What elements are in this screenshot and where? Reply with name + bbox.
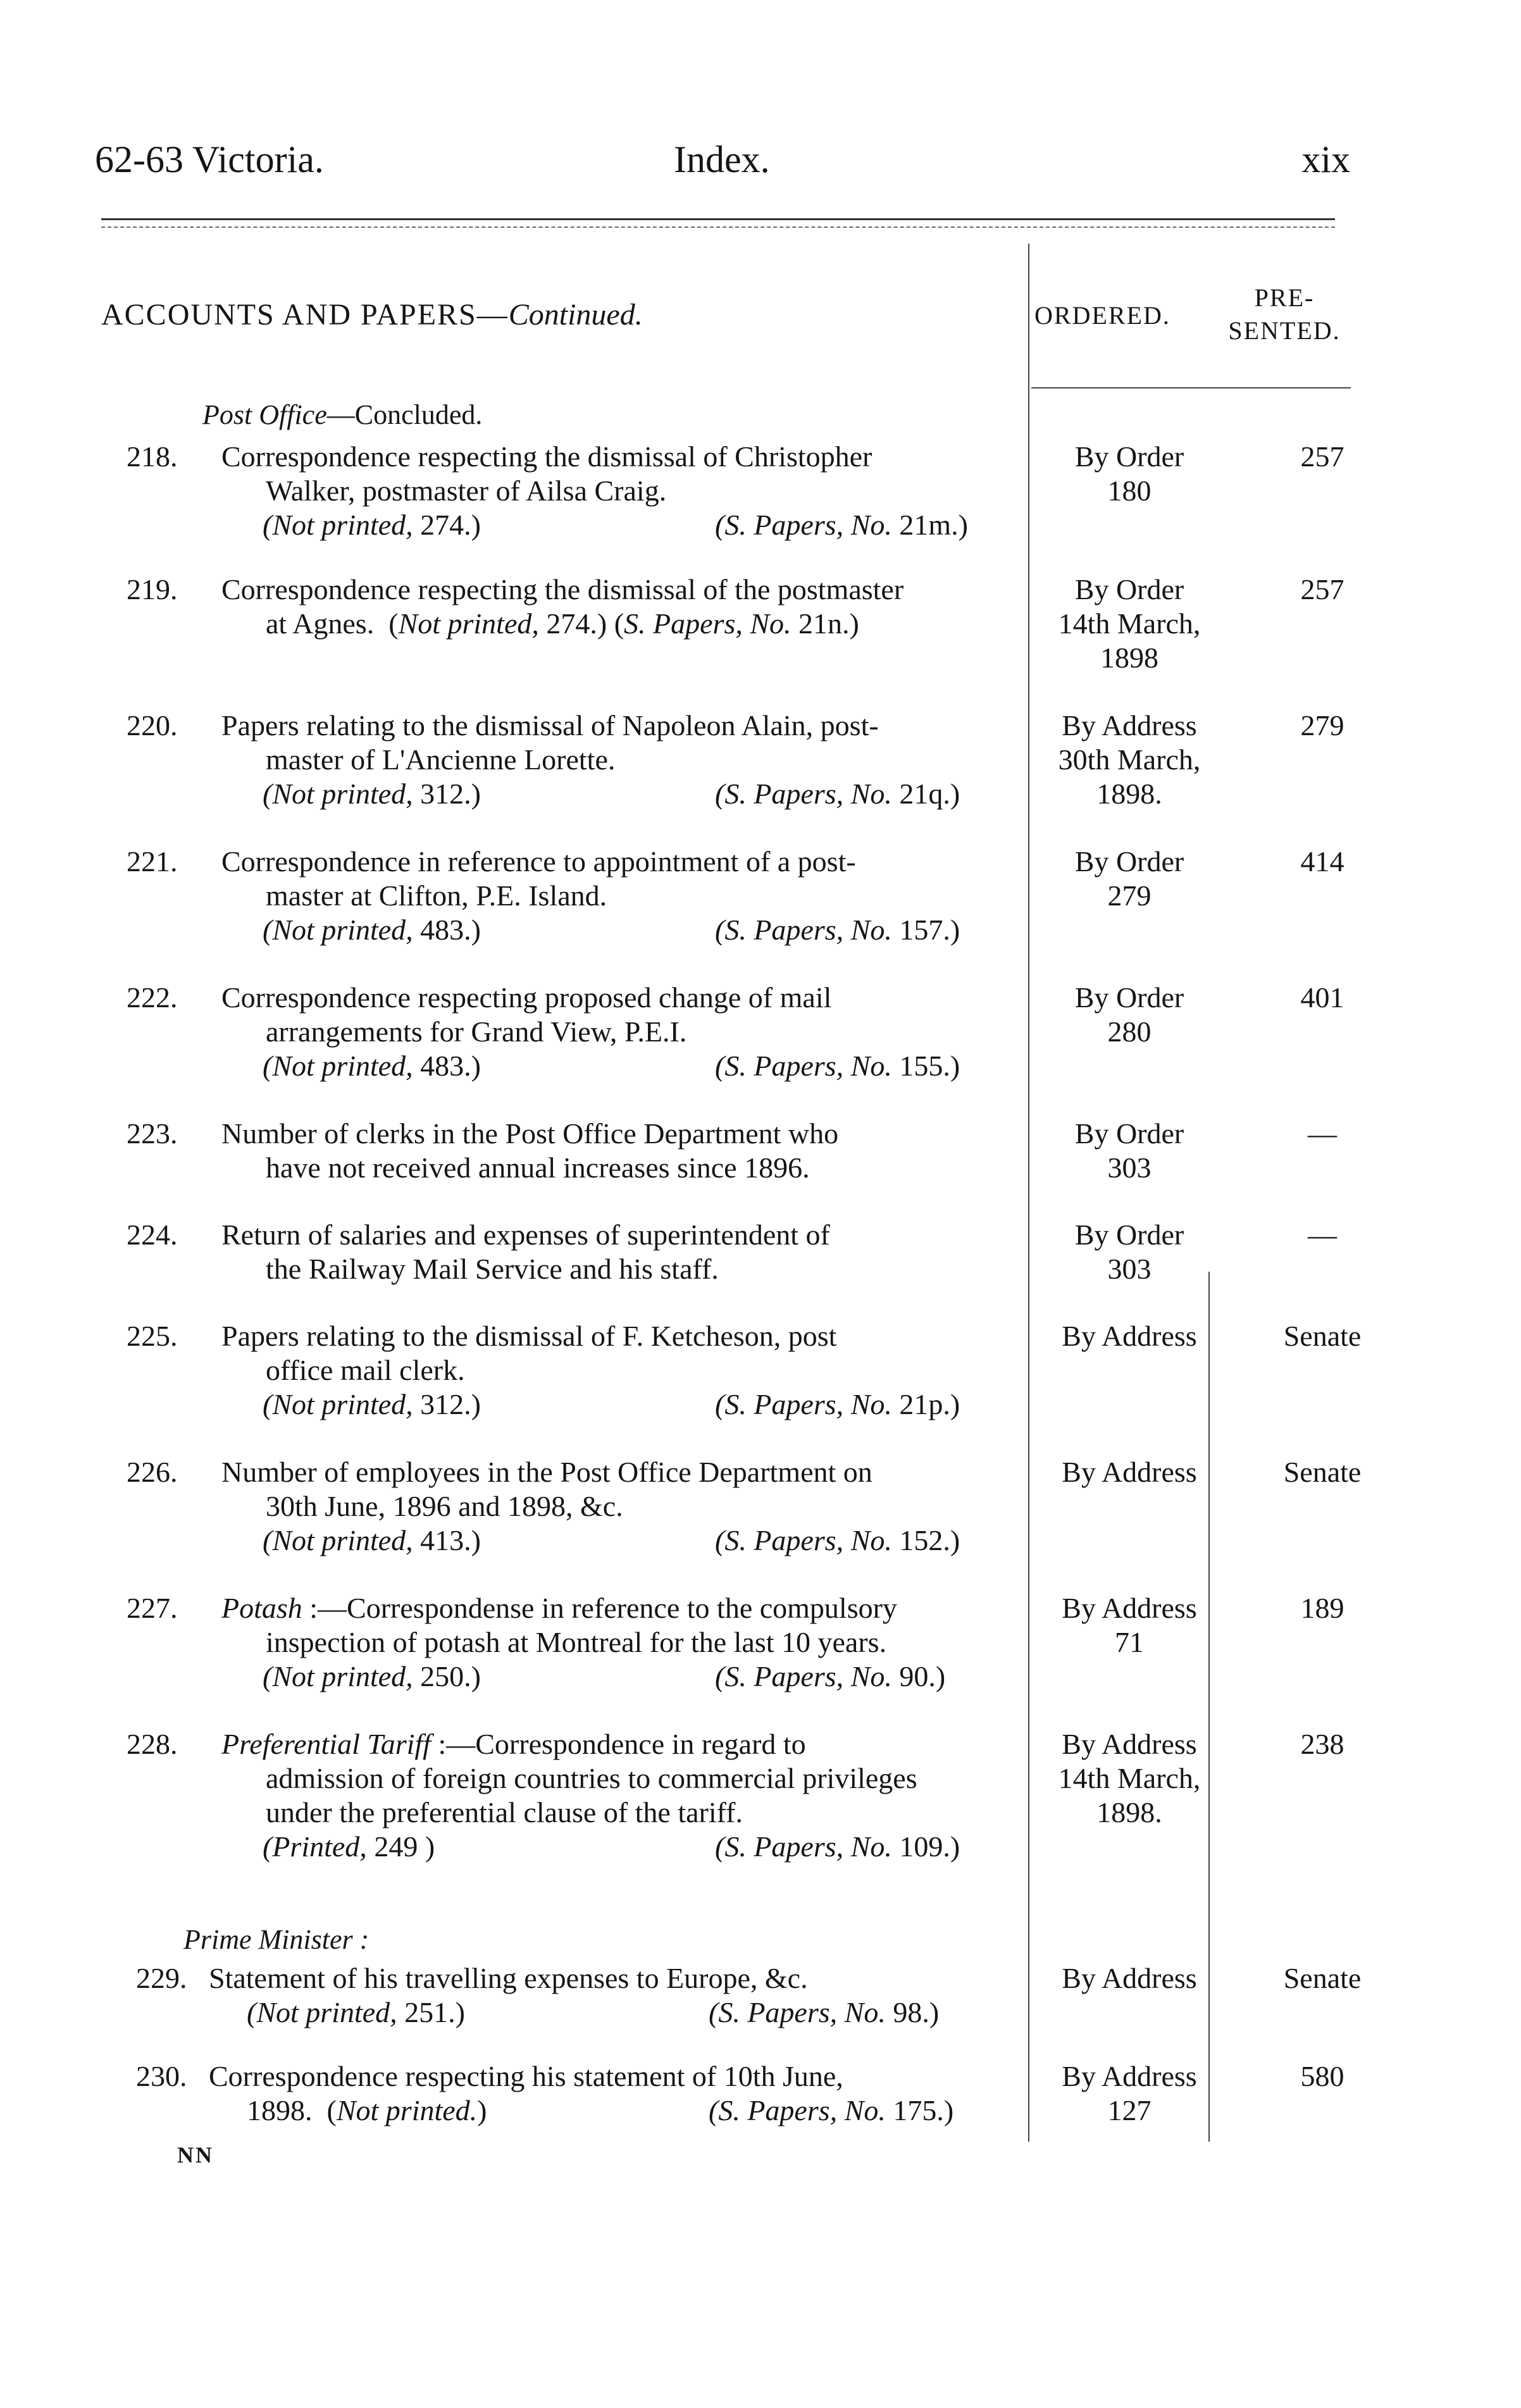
entry-number: 223. [127,1117,178,1150]
presented-value: Senate [1283,1456,1362,1488]
sessional-paper-ref: (S. Papers, No. 175.) [709,2094,954,2126]
ordered-line2: 71 [1115,1626,1144,1658]
sessional-paper-label: S. Papers, No. [724,509,892,541]
printed-label: Not printed, [272,1524,413,1556]
entry-text: office mail clerk. [266,1354,465,1386]
ordered-line3: 1898. [1096,778,1162,810]
printed-ref: 312.) [413,778,481,810]
subhead-post-office-suffix: —Concluded. [326,399,483,430]
printed-ref: 274.) [413,509,481,541]
printed-status: (Printed, 249 ) [263,1830,435,1863]
entry-text: Number of clerks in the Post Office Department who [221,1117,839,1150]
printed-status: (Not printed, 483.) [263,914,481,946]
entry-text: Papers relating to the dismissal of F. Ketcheson, post [221,1320,837,1352]
entry-218 [127,440,1392,542]
printed-status: (Not printed, 413.) [263,1524,481,1556]
ordered-line1: By Address [1062,1962,1197,1994]
page-number: xix [1301,139,1350,180]
entry-227 [127,1591,1392,1694]
entry-text: Correspondence in reference to appointment of a post- [221,845,856,878]
sessional-paper-label: S. Papers, No. [724,1660,892,1692]
ordered-line1: By Order [1074,1219,1184,1251]
entry-number: 230. [136,2060,187,2092]
column-header-presented-line2: SENTED. [1228,316,1341,345]
entry-225 [127,1319,1392,1422]
printed-status: (Not printed, 312.) [263,778,481,810]
sessional-paper-ref: (S. Papers, No. 98.) [709,1996,940,2028]
section-title-text: ACCOUNTS AND PAPERS— [101,298,509,332]
printed-ref: 483.) [413,1050,481,1082]
presented-value: 257 [1300,573,1344,605]
entry-text: under the preferential clause of the tariff. [266,1796,743,1828]
entry-number: 225. [127,1320,178,1352]
presented-value: 257 [1300,440,1344,473]
column-header-ordered: ORDERED. [1034,301,1170,330]
entry-text: arrangements for Grand View, P.E.I. [266,1015,687,1048]
entry-text: 30th June, 1896 and 1898, &c. [266,1490,623,1522]
ordered-line1: By Order [1074,440,1184,473]
subhead-post-office [202,399,482,431]
entry-220 [127,709,1392,811]
ordered-line1: By Order [1074,1117,1184,1150]
sessional-paper-ref: (S. Papers, No. 109.) [715,1830,960,1863]
entry-text: have not received annual increases since 1896. [266,1151,810,1184]
sessional-paper-number: 175.) [885,2094,954,2126]
entry-223 [127,1117,1392,1185]
printed-label: Not printed, [398,607,539,640]
entry-text: Correspondence respecting proposed change of mail [221,981,832,1014]
sessional-paper-ref: (S. Papers, No. 155.) [715,1050,960,1082]
sessional-paper-number: 90.) [891,1660,946,1692]
entry-number: 227. [127,1592,178,1624]
entry-229 [136,1961,1401,2030]
printed-ref: 413.) [413,1524,481,1556]
ordered-line1: By Address [1062,1592,1197,1624]
ordered-line1: By Address [1062,1320,1197,1352]
entry-text: Return of salaries and expenses of superintendent of [221,1219,830,1251]
sessional-paper-number: 21n.) [791,607,859,640]
sessional-paper-ref: (S. Papers, No. 157.) [715,914,960,946]
sessional-paper-number: 152.) [891,1524,960,1556]
ordered-line3: 1898. [1096,1796,1162,1828]
printed-ref: 251.) [397,1996,465,2028]
presented-value: 238 [1300,1728,1344,1760]
entry-221 [127,845,1392,947]
header-rule [101,218,1335,220]
printed-label: Not printed, [272,1660,413,1692]
entry-text [221,1591,897,1625]
ordered-line2: 14th March, [1058,607,1201,640]
sessional-paper-number: 155.) [891,1050,960,1082]
printed-status: (Not printed, 250.) [263,1660,481,1692]
column-header-presented [1215,282,1354,347]
ordered-line1: By Address [1062,1456,1197,1488]
ordered-line2: 30th March, [1058,743,1201,776]
entry-number: 221. [127,845,178,878]
ordered-line2: 303 [1107,1151,1152,1184]
entry-number: 228. [127,1728,178,1760]
sessional-paper-number: 109.) [891,1830,960,1863]
ordered-line1: By Address [1062,2060,1197,2092]
ordered-line2: 280 [1107,1015,1152,1048]
entry-number: 224. [127,1219,178,1251]
entry-subject: Preferential Tariff [221,1728,431,1760]
column-header-rule [1031,387,1351,388]
entry-text: master at Clifton, P.E. Island. [266,879,607,912]
entry-228 [127,1727,1392,1864]
printed-status: (Not printed, 274.) [263,509,481,541]
printed-ref: 483.) [413,914,481,946]
entry-number: 218. [127,440,178,473]
sessional-paper-label: S. Papers, No. [724,1388,892,1420]
subhead-prime-minister: Prime Minister : [183,1924,369,1955]
printed-ref: 274.) [538,607,607,640]
presented-value: — [1308,1219,1337,1251]
entry-text: the Railway Mail Service and his staff. [266,1253,719,1285]
presented-value: 279 [1300,709,1344,742]
entry-text-part: at Agnes. [266,607,375,640]
sessional-paper-label: S. Papers, No. [724,914,892,946]
sessional-paper-number: 157.) [891,914,960,946]
sessional-paper-ref: (S. Papers, No. 21p.) [715,1388,960,1420]
entry-number: 219. [127,573,178,605]
ordered-line2: 180 [1107,475,1152,507]
printed-ref: 312.) [413,1388,481,1420]
entry-222 [127,981,1392,1083]
entry-text: Correspondence respecting the dismissal of Christopher [221,440,872,473]
sessional-paper-number: 98.) [885,1996,940,2028]
sessional-paper-label: S. Papers, No. [718,2094,886,2126]
entry-224 [127,1218,1392,1286]
sessional-paper-ref: (S. Papers, No. 21m.) [715,509,968,541]
entry-number: 220. [127,709,178,742]
entry-number: 226. [127,1456,178,1488]
ordered-line1: By Order [1074,845,1184,878]
printed-label: Not printed, [272,778,413,810]
printed-label: Printed, [272,1830,367,1863]
entry-text: master of L'Ancienne Lorette. [266,743,616,776]
printed-label: Not printed, [256,1996,397,2028]
entry-text: Walker, postmaster of Ailsa Craig. [266,475,667,507]
sessional-paper-number: 21p.) [891,1388,960,1420]
sessional-paper-number: 21m.) [891,509,968,541]
entry-text: inspection of potash at Montreal for the last 10 years. [266,1626,887,1658]
printed-status: (Not printed, 483.) [263,1050,481,1082]
sessional-paper-ref: (S. Papers, No. 90.) [715,1660,946,1692]
printed-label: Not printed, [272,1050,413,1082]
entry-219 [127,573,1392,675]
ordered-line2: 279 [1107,879,1152,912]
entry-subject: Potash [221,1592,302,1624]
presented-value: 189 [1300,1592,1344,1624]
entry-text-part: 1898. [247,2094,313,2126]
sessional-paper-label: S. Papers, No. [724,1830,892,1863]
ordered-line1: By Address [1062,1728,1197,1760]
entry-226 [127,1455,1392,1558]
header-rule-dashed [101,227,1335,228]
presented-value: 401 [1300,981,1344,1014]
column-header-presented-line1: PRE- [1254,283,1315,312]
sessional-paper-label: S. Papers, No. [718,1996,886,2028]
ordered-line1: By Address [1062,709,1197,742]
signature-mark: NN [177,2142,214,2168]
presented-value: Senate [1283,1320,1362,1352]
entry-text-part: :—Correspondence in regard to [430,1728,806,1760]
entry-text: Statement of his travelling expenses to Europe, &c. [209,1962,808,1994]
entry-text: at Agnes. (Not printed, 274.) (S. Papers, No. 21n.) [266,607,859,640]
entry-230 [136,2059,1401,2128]
ordered-line2: 14th March, [1058,1762,1201,1794]
sessional-paper-label: S. Papers, No. [724,778,892,810]
running-head-volume: 62-63 Victoria. [95,139,324,180]
printed-label: Not printed, [272,1388,413,1420]
ordered-line2: 127 [1107,2094,1152,2126]
entry-number: 229. [136,1962,187,1994]
section-title-continued: Continued. [508,298,643,332]
sessional-paper-label: S. Papers, No. [724,1050,892,1082]
presented-value: 580 [1300,2060,1344,2092]
printed-ref: ) [477,2094,487,2126]
printed-label: Not printed, [272,914,413,946]
ordered-line1: By Order [1074,573,1184,605]
printed-status: (Not printed, 251.) [247,1996,465,2028]
ordered-line2: 303 [1107,1253,1152,1285]
entry-text: Papers relating to the dismissal of Napoleon Alain, post- [221,709,879,742]
entry-text: Number of employees in the Post Office Department on [221,1456,872,1488]
sessional-paper-ref: (S. Papers, No. 21q.) [715,778,960,810]
sessional-paper-number: 21q.) [891,778,960,810]
entry-text: 1898. (Not printed.) [247,2094,487,2126]
sessional-paper-ref: (S. Papers, No. 152.) [715,1524,960,1556]
sessional-paper-label: S. Papers, No. [724,1524,892,1556]
section-title [101,297,643,332]
subhead-post-office-label: Post Office [202,399,327,430]
printed-ref: 250.) [413,1660,481,1692]
printed-status: (Not printed, 312.) [263,1388,481,1420]
entry-text-part: :—Correspondense in reference to the compulsory [302,1592,897,1624]
presented-value: 414 [1300,845,1344,878]
entry-text [221,1727,806,1761]
entry-text: admission of foreign countries to commercial privileges [266,1762,917,1794]
sessional-paper-label: S. Papers, No. [624,607,792,640]
presented-value: Senate [1283,1962,1362,1994]
entry-text: Correspondence respecting his statement of 10th June, [209,2060,843,2092]
ordered-line3: 1898 [1100,642,1158,674]
ordered-line1: By Order [1074,981,1184,1014]
entry-text: Correspondence respecting the dismissal of the postmaster [221,573,904,605]
printed-label: Not printed. [336,2094,478,2126]
running-head-title: Index. [674,139,770,180]
printed-ref: 249 ) [366,1830,435,1863]
presented-value: — [1308,1117,1337,1150]
printed-label: Not printed, [272,509,413,541]
entry-number: 222. [127,981,178,1014]
